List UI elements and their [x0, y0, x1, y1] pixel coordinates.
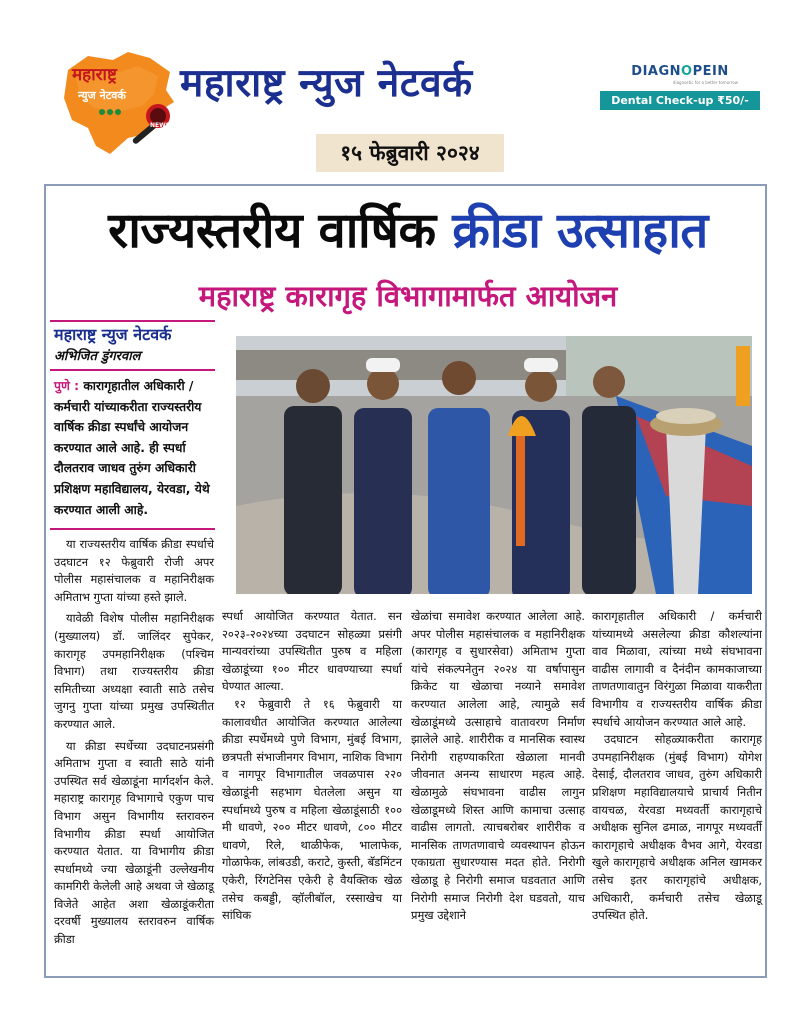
text-column-4	[592, 608, 762, 925]
text-column-1	[54, 536, 214, 949]
masthead-logo	[58, 50, 178, 160]
byline-divider	[50, 369, 215, 371]
lead-divider	[50, 528, 215, 530]
logo-text-line2: न्युज नेटवर्क	[78, 89, 126, 102]
photo-image	[236, 336, 752, 594]
mic-label: NEWS	[150, 122, 171, 129]
paragraph: या क्रीडा स्पर्धेच्या उदघाटनप्रसंगी अमिताभ गुप्ता व स्वाती साठे यांनी उपस्थित सर्व खेळाडूंना मार्गदर्शन केले. महाराष्ट्र कारागृह विभागाचे एकुण पाच विभाग असुन विभागीय स्तरावरुन विभागीय क्रीडा स्पर्धा आयोजित करण्यात येतात. या विभागीय क्रीडा स्पर्धामध्ये ज्या खेळाडूंनी उल्लेखनीय कामगिरी केलेली आहे अथवा जे खेळाडू विजेते आहेत अशा खेळाडूंकरीता दरवर्षी मुख्यालय स्तरावरुन वार्षिक क्रीडा	[54, 738, 214, 947]
lead-place: पुणे :	[54, 379, 80, 393]
logo-text-line1: महाराष्ट्र	[72, 65, 117, 85]
paragraph: या राज्यस्तरीय वार्षिक क्रीडा स्पर्धाचे उदघाटन १२ फेब्रुवारी रोजी अपर पोलीस महासंचालक व महानिरीक्षक अमिताभ गुप्ता यांच्या हस्ते झाले.	[54, 537, 214, 604]
lead-paragraph	[54, 376, 214, 520]
advertisement[interactable]	[600, 64, 760, 110]
event-photo[interactable]	[236, 336, 752, 594]
ad-brand: DIAGNOPEIN	[631, 64, 729, 79]
ad-brand-o: O	[681, 64, 693, 79]
paragraph: कारागृहातील अधिकारी / कर्मचारी यांच्यामध्ये असलेल्या क्रीडा कौशल्यांना वाव मिळावा, त्यांच्या मध्ये संघभावना वाढीस लागावी व दैनंदीन कामकाजाच्या ताणतणावातुन विरंगुळा मिळावा याकरीता विभागीय व राज्यस्तरीय वार्षिक क्रीडा स्पर्धाचे आयोजन करण्यात आले आहे.	[592, 609, 762, 729]
paragraph: स्पर्धा आयोजित करण्यात येतात. सन २०२३-२०२४च्या उदघाटन सोहळ्या प्रसंगी मान्यवरांच्या उपस्थितीत पुरुष व महिला खेळाडूंच्या १०० मीटर धावण्याच्या स्पर्धा घेण्यात आल्या.	[222, 609, 402, 694]
headline-part1: राज्यस्तरीय वार्षिक	[108, 202, 453, 259]
paragraph: खेळांचा समावेश करण्यात आलेला आहे. अपर पोलीस महासंचालक व महानिरीक्षक (कारागृह व सुधारसेवा) अमिताभ गुप्ता यांचे संकल्पनेतुन २०२४ या वर्षापासुन क्रिकेट या खेळाचा नव्याने समावेश करण्यात आलेला आहे, त्यामुळे सर्व खेळाडूंमध्ये उत्साहाचे वातावरण निर्माण झालेले आहे. शारीरीक व मानसिक स्वास्थ निरोगी राहण्याकरिता खेळाला मानवी जीवनात अनन्य साधारण महत्व आहे. खेळामुळे संघभावना वाढीस लागुन खेळाडूमध्ये शिस्त आणि कामाचा उत्साह वाढीस लागतो. त्याचबरोबर शारीरीक व मानसिक ताणतणावाचे व्यवस्थापन होऊन एकाग्रता सुधारण्यास मदत होते. निरोगी खेळाडू हे निरोगी समाज घडवतात आणि निरोगी समाज निरोगी देश घडवतो, याच प्रमुख उद्देशाने	[411, 609, 585, 923]
lead-text: कारागृहातील अधिकारी / कर्मचारी यांच्याकरीता राज्यस्तरीय वार्षिक क्रीडा स्पर्धांचे आयोजन करण्यात आले आहे. ही स्पर्धा दौलतराव जाधव तुरुंग अधिकारी प्रशिक्षण महाविद्यालय, येरवडा, येथे करण्यात आली आहे.	[54, 379, 210, 517]
masthead-title: महाराष्ट्र न्युज नेटवर्क	[180, 61, 473, 106]
issue-date: १५ फेब्रुवारी २०२४	[316, 134, 504, 172]
headline-part2: क्रीडा उत्साहात	[452, 202, 708, 259]
text-column-3	[411, 608, 585, 925]
paragraph: यावेळी विशेष पोलीस महानिरीक्षक (मुख्यालय) डॉ. जालिंदर सुपेकर, कारागृह उपमहानिरीक्षक (पश्चिम विभाग) तथा राज्यस्तरीय क्रीडा समितीच्या अध्यक्षा स्वाती साठे तसेच जुगनु गुप्ता यांच्या प्रमुख उपस्थितीत करण्यात आले.	[54, 611, 214, 731]
paragraph: उदघाटन सोहळ्याकरीता कारागृह उपमहानिरीक्षक (मुंबई विभाग) योगेश देसाई, दौलतराव जाधव, तुरुंग अधिकारी प्रशिक्षण महाविद्यालयाचे प्राचार्य नितीन वायचळ, येरवडा मध्यवर्ती कारागृहाचे अधीक्षक सुनिल ढमाळ, नागपूर मध्यवर्ती कारागृहाचे अधीक्षक वैभव आगे, येरवडा खुले कारागृहाचे अधीक्षक अनिल खामकर तसेच इतर कारागृहांचे अधीक्षक, अधिकारी, कर्मचारी तसेच खेळाडू उपस्थित होते.	[592, 732, 762, 923]
text-column-2	[222, 608, 402, 925]
paragraph: १२ फेब्रुवारी ते १६ फेब्रुवारी या कालावधीत आयोजित करण्यात आलेल्या क्रीडा स्पर्धेमध्ये पुणे विभाग, मुंबई विभाग, छत्रपती संभाजीनगर विभाग, नाशिक विभाग व नागपूर विभागातील जवळपास २२० खेळाडूंनी सहभाग घेतलेला असुन या स्पर्धामध्ये पुरुष व महिला खेळाडूंसाठी १०० मी धावणे, २०० मीटर धावणे, ८०० मीटर धावणे, रिले, थाळीफेक, भालाफेक, गोळाफेक, लांबउडी, कराटे, कुस्ती, बॅडमिंटन एकेरी, रिंगटेनिस एकेरी हे वैयक्तिक खेळ तसेच कबड्डी, व्हॉलीबॉल, रस्साखेच या सांघिक	[222, 696, 402, 923]
subheadline: महाराष्ट्र कारागृह विभागामार्फत आयोजन	[198, 279, 618, 313]
ad-offer[interactable]: Dental Check-up ₹50/-	[600, 91, 760, 110]
ad-tagline: diagnostic for a better tomorrow	[672, 80, 738, 85]
headline	[58, 196, 758, 262]
byline-author: अभिजित डुंगरवाल	[54, 349, 141, 364]
microphone-icon	[58, 50, 178, 160]
byline-divider-top	[50, 320, 215, 322]
byline-org: महाराष्ट्र न्युज नेटवर्क	[54, 325, 172, 344]
